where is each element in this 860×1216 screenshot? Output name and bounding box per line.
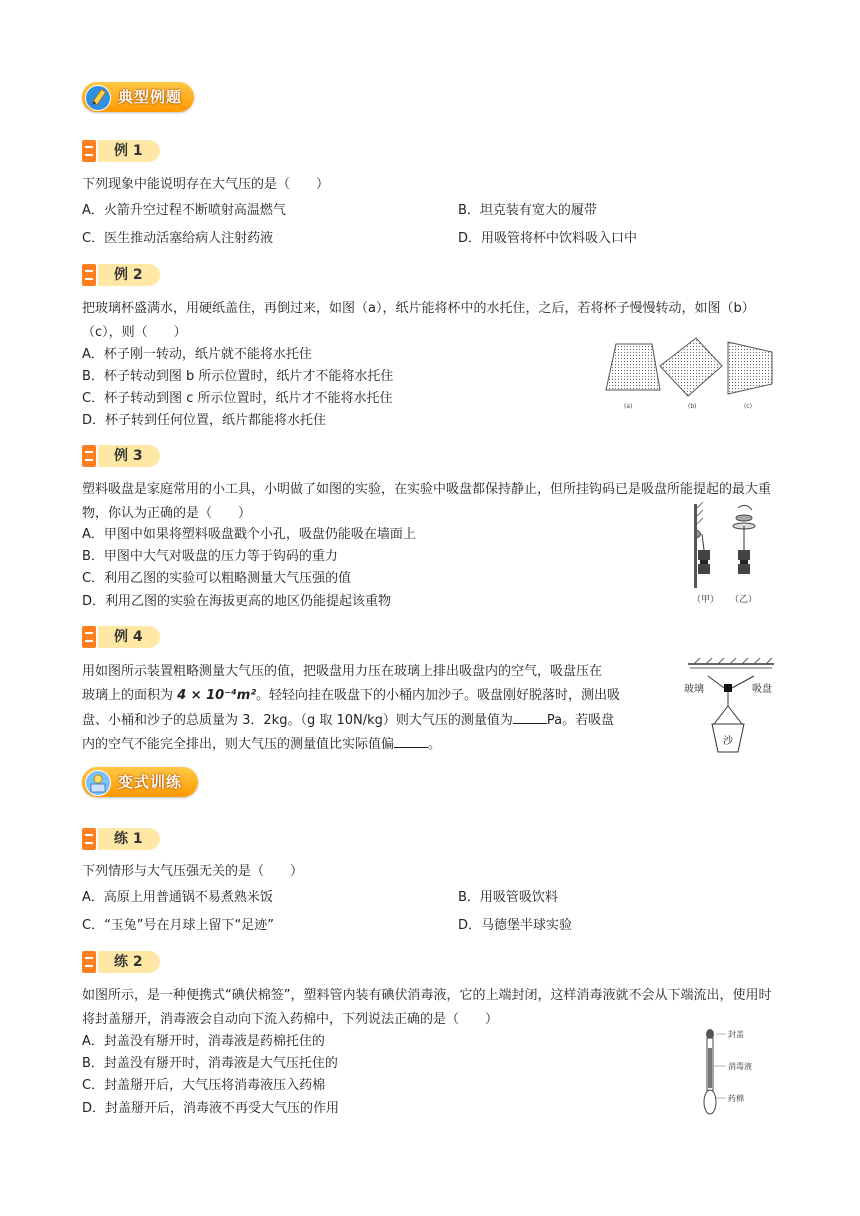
- section-title: 变式训练: [118, 773, 183, 791]
- ex4-line-3: 盘、小桶和沙子的总质量为 3．2kg。（g 取 10N/kg）则大气压的测量值为 Pa。若吸盘: [82, 709, 614, 731]
- section-header-variant: [82, 767, 198, 797]
- fig-label-liquid: 消毒液: [728, 1062, 752, 1071]
- pencil-icon: [85, 85, 111, 111]
- example-tag-label: 例 4: [114, 629, 143, 645]
- ex4-line-2: 玻璃上的面积为 4 × 10⁻⁴m²。轻轻向挂在吸盘下的小桶内加沙子。吸盘刚好脱落时，测出吸: [82, 688, 621, 703]
- pr2-figure: [696, 1026, 766, 1118]
- ex4-line-4: 内的空气不能完全排出，则大气压的测量值比实际值偏 。: [82, 733, 441, 755]
- notebook-icon: [82, 445, 96, 467]
- cup-figure-a: [606, 344, 660, 390]
- ex1-option-b: B．坦克装有宽大的履带: [458, 203, 597, 218]
- answer-blank-2[interactable]: [394, 733, 428, 748]
- example-tag-3: [82, 444, 162, 468]
- example-tag-label: 例 2: [114, 267, 143, 283]
- notebook-icon: [82, 626, 96, 648]
- practice-tag-label: 练 2: [114, 954, 143, 970]
- fig-label-cotton: 药棉: [728, 1094, 744, 1103]
- fig-label-glass: 玻璃: [684, 684, 704, 695]
- ex1-option-c: C．医生推动活塞给病人注射药液: [82, 231, 274, 246]
- cup-figure-b: [660, 338, 722, 396]
- ex1-option-d: D．用吸管将杯中饮料吸入口中: [458, 231, 638, 246]
- fig-label-yi: （乙）: [730, 595, 758, 605]
- section-header-typical: [82, 82, 194, 112]
- pr1-option-c: C．“玉兔”号在月球上留下“足迹”: [82, 918, 275, 933]
- ex3-stem: 塑料吸盘是家庭常用的小工具，小明做了如图的实验，在实验中吸盘都保持静止，但所挂钩码已是吸盘所能提起的最大重物，你认为正确的是（ ）: [82, 482, 772, 521]
- cup-figure-c: [728, 342, 772, 394]
- fig-label-a: (a): [624, 403, 633, 410]
- pr1-option-d: D．马德堡半球实验: [458, 918, 573, 933]
- ex2-option-c: C．杯子转动到图 c 所示位置时，纸片才不能将水托住: [82, 391, 393, 406]
- ex2-option-d: D．杯子转到任何位置，纸片都能将水托住: [82, 413, 327, 428]
- ex2-stem: 把玻璃杯盛满水，用硬纸盖住，再倒过来，如图（a），纸片能将杯中的水托住，之后，若将杯子慢慢转动，如图（b）（c），则（ ）: [82, 301, 755, 340]
- fig-label-sand: 沙: [723, 736, 733, 747]
- section-title: 典型例题: [118, 88, 183, 106]
- fig-label-b: (b): [688, 403, 697, 410]
- ex2-option-b: B．杯子转动到图 b 所示位置时，纸片才不能将水托住: [82, 369, 394, 384]
- ex4-figure: [680, 658, 780, 762]
- pr1-option-a: A．高原上用普通锅不易煮熟米饭: [82, 890, 273, 905]
- example-tag-label: 例 1: [114, 143, 143, 159]
- pr2-option-d: D．封盖掰开后，消毒液不再受大气压的作用: [82, 1101, 340, 1116]
- notebook-icon: [82, 264, 96, 286]
- ex3-option-d: D．利用乙图的实验在海拔更高的地区仍能提起该重物: [82, 594, 392, 609]
- example-tag-4: [82, 625, 162, 649]
- ex3-option-c: C．利用乙图的实验可以粗略测量大气压强的值: [82, 571, 352, 586]
- practice-tag-label: 练 1: [114, 831, 143, 847]
- ex3-figure: [690, 500, 766, 608]
- pr2-option-a: A．封盖没有掰开时，消毒液是药棉托住的: [82, 1034, 325, 1049]
- ex2-option-a: A．杯子刚一转动，纸片就不能将水托住: [82, 347, 312, 362]
- pr2-option-c: C．封盖掰开后，大气压将消毒液压入药棉: [82, 1078, 326, 1093]
- area-formula: 4 × 10⁻⁴m²: [177, 688, 257, 703]
- ex1-option-a: A．火箭升空过程不断喷射高温燃气: [82, 203, 286, 218]
- fig-label-jia: （甲）: [692, 595, 720, 605]
- notebook-icon: [82, 828, 96, 850]
- fig-label-cap: 封盖: [728, 1030, 744, 1039]
- notebook-icon: [82, 951, 96, 973]
- pr2-option-b: B．封盖没有掰开时，消毒液是大气压托住的: [82, 1056, 338, 1071]
- ex3-option-b: B．甲图中大气对吸盘的压力等于钩码的重力: [82, 549, 338, 564]
- fig-label-sucker: 吸盘: [752, 684, 772, 695]
- ex4-line-1: 用如图所示装置粗略测量大气压的值，把吸盘用力压在玻璃上排出吸盘内的空气，吸盘压在: [82, 664, 603, 679]
- example-tag-2: [82, 263, 162, 287]
- pr1-option-b: B．用吸管吸饮料: [458, 890, 558, 905]
- fig-label-c: (c): [744, 403, 752, 410]
- answer-blank-1[interactable]: [513, 709, 547, 724]
- pr2-stem: 如图所示，是一种便携式“碘伏棉签”，塑料管内装有碘伏消毒液，它的上端封闭，这样消毒液就不会从下端流出，使用时将封盖掰开，消毒液会自动向下流入药棉中，下列说法正确的是（ ）: [82, 988, 772, 1027]
- practice-tag-1: [82, 827, 162, 851]
- pr1-stem: 下列情形与大气压强无关的是（ ）: [82, 864, 304, 879]
- lightbulb-box-icon: [85, 770, 111, 796]
- ex3-option-a: A．甲图中如果将塑料吸盘戳个小孔，吸盘仍能吸在墙面上: [82, 527, 416, 542]
- example-tag-1: [82, 139, 162, 163]
- notebook-icon: [82, 140, 96, 162]
- example-tag-label: 例 3: [114, 448, 143, 464]
- ex2-figure: [602, 336, 782, 412]
- practice-tag-2: [82, 950, 162, 974]
- ex1-stem: 下列现象中能说明存在大气压的是（ ）: [82, 177, 330, 192]
